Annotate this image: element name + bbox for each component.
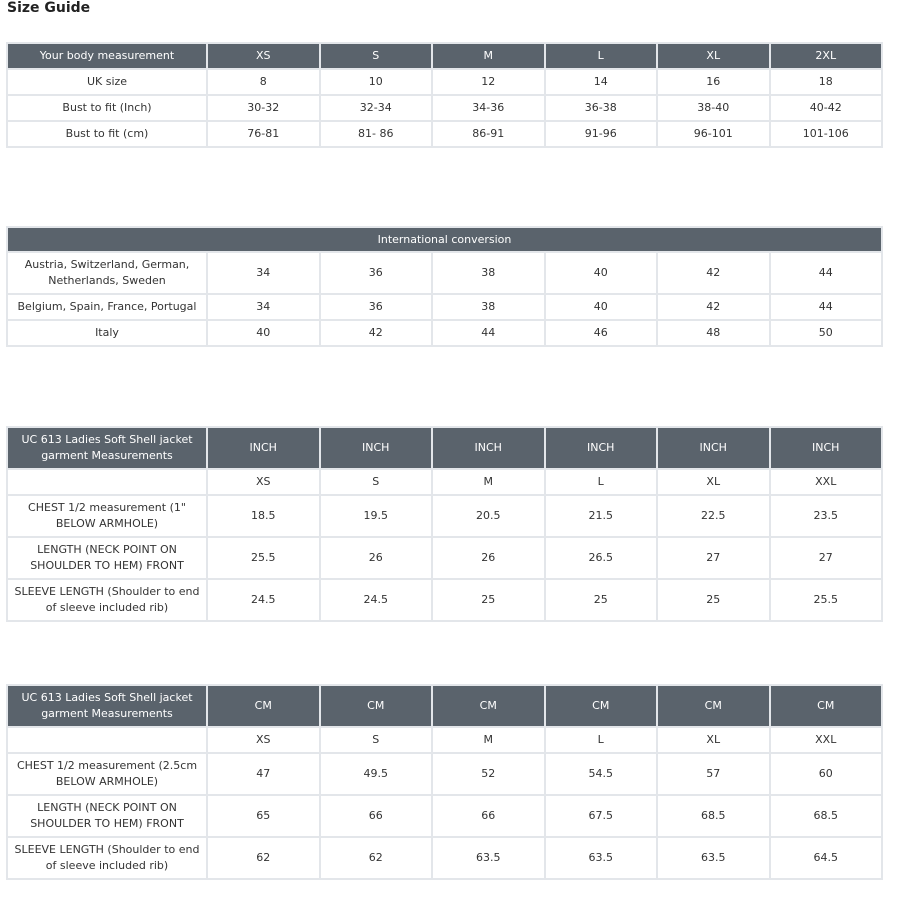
table-cell: 42: [320, 320, 433, 346]
table-cell: 47: [207, 753, 320, 795]
header-cell: CM: [545, 685, 658, 727]
table-cell: 38-40: [657, 95, 770, 121]
row-label: Bust to fit (cm): [7, 121, 207, 147]
table-cell: 34: [207, 294, 320, 320]
table-cell: 67.5: [545, 795, 658, 837]
table-cell: 40-42: [770, 95, 883, 121]
size-row: [7, 469, 882, 495]
table-cell: S: [320, 469, 433, 495]
row-label: Austria, Switzerland, German, Netherlands, Sweden: [7, 252, 207, 294]
table-row: [7, 537, 882, 579]
header-cell: 2XL: [770, 43, 883, 69]
table-cell: 63.5: [657, 837, 770, 879]
table-cell: 20.5: [432, 495, 545, 537]
table-cell: 36-38: [545, 95, 658, 121]
table-cell: 40: [545, 252, 658, 294]
table-cell: 52: [432, 753, 545, 795]
table-cell: L: [545, 469, 658, 495]
table-cell: 34-36: [432, 95, 545, 121]
header-cell: CM: [207, 685, 320, 727]
table-cell: 32-34: [320, 95, 433, 121]
table-cell: 16: [657, 69, 770, 95]
row-label: Italy: [7, 320, 207, 346]
table-cell: 65: [207, 795, 320, 837]
row-label: [7, 727, 207, 753]
row-label: LENGTH (NECK POINT ON SHOULDER TO HEM) FRONT: [7, 795, 207, 837]
table-row: [7, 837, 882, 879]
table-cell: 62: [320, 837, 433, 879]
table-cell: 81- 86: [320, 121, 433, 147]
table-header-row: [7, 43, 882, 69]
table-cell: 60: [770, 753, 883, 795]
header-cell: INCH: [207, 427, 320, 469]
table-cell: 44: [770, 252, 883, 294]
table-cell: 44: [432, 320, 545, 346]
table-header-row: [7, 685, 882, 727]
header-cell: XS: [207, 43, 320, 69]
table-cell: 24.5: [207, 579, 320, 621]
table-row: [7, 252, 882, 294]
table-row: [7, 69, 882, 95]
row-label: SLEEVE LENGTH (Shoulder to end of sleeve included rib): [7, 579, 207, 621]
table-cell: 91-96: [545, 121, 658, 147]
table-cell: 25: [545, 579, 658, 621]
table-cell: 64.5: [770, 837, 883, 879]
table-row: [7, 320, 882, 346]
table-cell: XXL: [770, 727, 883, 753]
table-cell: 26: [320, 537, 433, 579]
table-cell: 42: [657, 252, 770, 294]
header-cell: CM: [770, 685, 883, 727]
header-cell: INCH: [770, 427, 883, 469]
table-cell: XXL: [770, 469, 883, 495]
garment-measurements-cm-table: [6, 684, 883, 880]
table-cell: 86-91: [432, 121, 545, 147]
table-cell: 25: [657, 579, 770, 621]
table-row: [7, 294, 882, 320]
table-cell: 57: [657, 753, 770, 795]
table-cell: 18.5: [207, 495, 320, 537]
table-row: [7, 795, 882, 837]
header-cell: UC 613 Ladies Soft Shell jacket garment Measurements: [7, 685, 207, 727]
table-row: [7, 495, 882, 537]
table-cell: 25.5: [770, 579, 883, 621]
table-cell: 38: [432, 252, 545, 294]
header-cell: XL: [657, 43, 770, 69]
table-cell: 76-81: [207, 121, 320, 147]
row-label: LENGTH (NECK POINT ON SHOULDER TO HEM) FRONT: [7, 537, 207, 579]
table-header-row: [7, 227, 882, 252]
table-cell: 48: [657, 320, 770, 346]
table-cell: 22.5: [657, 495, 770, 537]
header-cell: INCH: [657, 427, 770, 469]
table-row: [7, 753, 882, 795]
table-cell: M: [432, 727, 545, 753]
table-cell: 40: [545, 294, 658, 320]
table-cell: 36: [320, 252, 433, 294]
table-cell: 18: [770, 69, 883, 95]
table-cell: 21.5: [545, 495, 658, 537]
table-cell: 8: [207, 69, 320, 95]
page-title: Size Guide: [7, 0, 91, 16]
table-cell: 10: [320, 69, 433, 95]
table-cell: XS: [207, 469, 320, 495]
row-label: Belgium, Spain, France, Portugal: [7, 294, 207, 320]
table-cell: 40: [207, 320, 320, 346]
header-cell: INCH: [545, 427, 658, 469]
table-cell: 25.5: [207, 537, 320, 579]
table-cell: 96-101: [657, 121, 770, 147]
row-label: CHEST 1/2 measurement (2.5cm BELOW ARMHOLE): [7, 753, 207, 795]
header-cell: L: [545, 43, 658, 69]
table-cell: 14: [545, 69, 658, 95]
table-cell: XS: [207, 727, 320, 753]
table-row: [7, 121, 882, 147]
table-cell: 68.5: [657, 795, 770, 837]
row-label: [7, 469, 207, 495]
table-cell: 49.5: [320, 753, 433, 795]
table-cell: S: [320, 727, 433, 753]
header-cell: S: [320, 43, 433, 69]
row-label: Bust to fit (Inch): [7, 95, 207, 121]
header-cell: CM: [432, 685, 545, 727]
header-cell: CM: [320, 685, 433, 727]
table-cell: XL: [657, 469, 770, 495]
garment-measurements-inch-table: [6, 426, 883, 622]
header-cell: International conversion: [7, 227, 882, 252]
row-label: SLEEVE LENGTH (Shoulder to end of sleeve included rib): [7, 837, 207, 879]
row-label: UK size: [7, 69, 207, 95]
table-cell: 101-106: [770, 121, 883, 147]
table-cell: 27: [770, 537, 883, 579]
table-cell: 62: [207, 837, 320, 879]
table-cell: 34: [207, 252, 320, 294]
table-cell: 26.5: [545, 537, 658, 579]
table-cell: 24.5: [320, 579, 433, 621]
table-cell: 23.5: [770, 495, 883, 537]
international-conversion-table: [6, 226, 883, 347]
table-cell: 50: [770, 320, 883, 346]
table-cell: M: [432, 469, 545, 495]
table-cell: L: [545, 727, 658, 753]
table-row: [7, 95, 882, 121]
table-cell: 63.5: [545, 837, 658, 879]
header-cell: Your body measurement: [7, 43, 207, 69]
header-cell: M: [432, 43, 545, 69]
table-cell: 30-32: [207, 95, 320, 121]
table-cell: 25: [432, 579, 545, 621]
table-cell: 63.5: [432, 837, 545, 879]
table-cell: 27: [657, 537, 770, 579]
table-cell: 66: [432, 795, 545, 837]
row-label: CHEST 1/2 measurement (1" BELOW ARMHOLE): [7, 495, 207, 537]
header-cell: CM: [657, 685, 770, 727]
header-cell: UC 613 Ladies Soft Shell jacket garment Measurements: [7, 427, 207, 469]
header-cell: INCH: [320, 427, 433, 469]
body-measurement-table: [6, 42, 883, 148]
header-cell: INCH: [432, 427, 545, 469]
table-cell: 42: [657, 294, 770, 320]
table-cell: 38: [432, 294, 545, 320]
table-cell: 54.5: [545, 753, 658, 795]
table-cell: 26: [432, 537, 545, 579]
table-cell: 68.5: [770, 795, 883, 837]
table-row: [7, 579, 882, 621]
table-cell: 19.5: [320, 495, 433, 537]
table-cell: 36: [320, 294, 433, 320]
table-cell: 44: [770, 294, 883, 320]
table-cell: XL: [657, 727, 770, 753]
table-cell: 12: [432, 69, 545, 95]
table-header-row: [7, 427, 882, 469]
table-cell: 66: [320, 795, 433, 837]
size-row: [7, 727, 882, 753]
table-cell: 46: [545, 320, 658, 346]
